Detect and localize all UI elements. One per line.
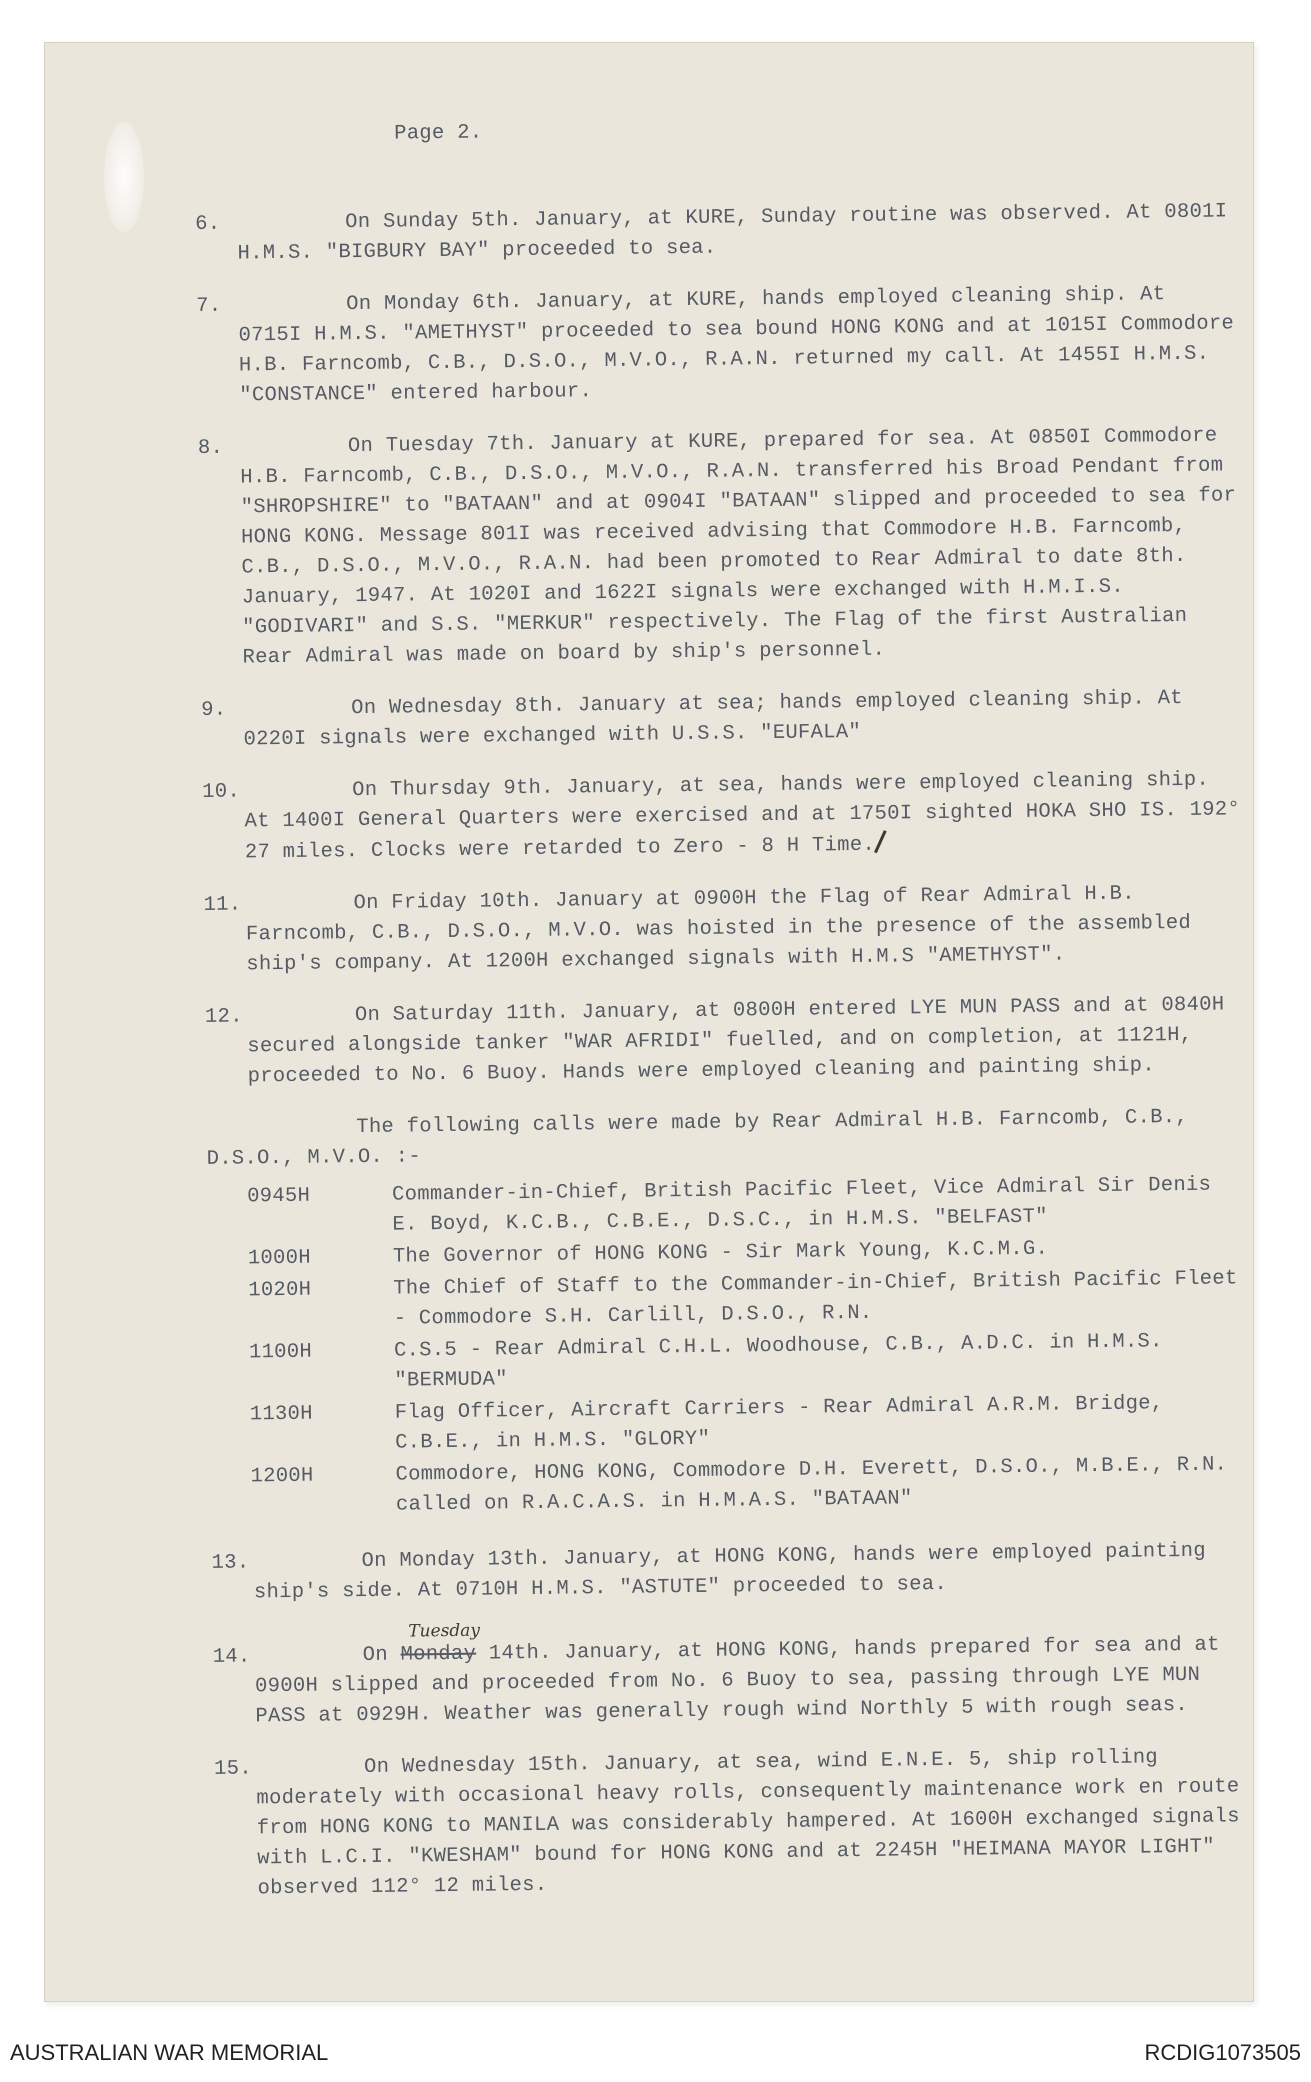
call-time: 1100H	[248, 1340, 313, 1365]
typed-text-block	[194, 109, 1256, 1927]
archive-footer-left: AUSTRALIAN WAR MEMORIAL	[10, 2040, 329, 2065]
paragraph-text: On Thursday 9th. January, at sea, hands were employed cleaning ship. At 1400I General Quarters were exercised and at 1750I sighted HOKA SHO IS. 192° 27 miles. Clocks were retarded to Zero - 8 H Time.	[244, 768, 1241, 865]
call-time: 1000H	[247, 1246, 312, 1271]
paragraph-number: 8.	[197, 436, 224, 460]
archive-footer-right: RCDIG1073505	[1144, 2040, 1301, 2065]
paragraph-number: 15.	[213, 1757, 253, 1781]
call-time: 0945H	[246, 1184, 311, 1209]
paragraph-prefix: On	[362, 1643, 389, 1668]
paragraph-number: 10.	[202, 780, 241, 804]
call-description: The Chief of Staff to the Commander-in-Chief, British Pacific Fleet - Commodore S.H. Carlill, D.S.O., R.N.	[393, 1267, 1238, 1331]
paragraph-number: 12.	[204, 1005, 243, 1029]
paragraph-text: On Wednesday 15th. January, at sea, wind E.N.E. 5, ship rolling moderately with occasional heavy rolls, consequently maintenance work en route from HONG KONG to MANILA was considerably hampered. At 1600H exchanged signals with L.C.I. "KWESHAM" bound for HONG KONG and at 2245H "HEIMANA MAYOR LIGHT" observed 112° 12 miles.	[256, 1746, 1240, 1901]
paragraph-text: On Sunday 5th. January, at KURE, Sunday routine was observed. At 0801I H.M.S. "BIGBURY BAY" proceeded to sea.	[237, 200, 1228, 266]
paragraph-10	[202, 765, 1243, 868]
calls-intro-text: The following calls were made by Rear Admiral H.B. Farncomb, C.B., D.S.O., M.V.O. :-	[206, 1105, 1189, 1171]
document-sheet	[44, 42, 1254, 2002]
paragraph-11	[203, 878, 1244, 980]
calls-list	[207, 1170, 1251, 1523]
call-row	[210, 1450, 1251, 1523]
struck-word: Monday	[400, 1642, 477, 1667]
paragraph-text: 14th. January, at HONG KONG, hands prepared for sea and at 0900H slipped and proceeded from No. 6 Buoy to sea, passing through LYE MUN PASS at 0929H. Weather was generally rough wind Northly 5 with rough seas.	[254, 1633, 1220, 1729]
paragraph-13	[211, 1536, 1252, 1608]
calls-intro	[206, 1102, 1247, 1175]
call-description: Commodore, HONG KONG, Commodore D.H. Everett, D.S.O., M.B.E., R.N. called on R.A.C.A.S. in H.M.A.S. "BATAAN"	[395, 1453, 1228, 1517]
paragraph-number: 6.	[195, 212, 221, 236]
paragraph-text: On Monday 6th. January, at KURE, hands employed cleaning ship. At 0715I H.M.S. "AMETHYST" proceeded to sea bound HONG KONG and at 1015I Commodore H.B. Farncomb, C.B., D.S.O., M.V.O., R.A.N. returned my call. At 1455I H.M.S. "CONSTANCE" entered harbour.	[238, 283, 1235, 408]
paragraph-9	[201, 683, 1242, 755]
paragraph-8	[197, 421, 1241, 673]
paragraph-text: On Wednesday 8th. January at sea; hands employed cleaning ship. At 0220I signals were exchanged with U.S.S. "EUFALA"	[243, 686, 1183, 752]
paragraph-number: 11.	[203, 893, 242, 917]
call-description: Commander-in-Chief, British Pacific Fleet, Vice Admiral Sir Denis E. Boyd, K.C.B., C.B.E., D.S.C., in H.M.S. "BELFAST"	[391, 1173, 1212, 1237]
paragraph-6	[195, 197, 1236, 269]
call-time: 1200H	[250, 1464, 314, 1489]
paragraph-14	[212, 1620, 1254, 1732]
paragraph-text: On Monday 13th. January, at HONG KONG, hands were employed painting ship's side. At 0710H H.M.S. "ASTUTE" proceeded to sea.	[253, 1539, 1207, 1605]
paragraph-text: On Friday 10th. January at 0900H the Flag of Rear Admiral H.B. Farncomb, C.B., D.S.O., M.V.O. was hoisted in the presence of the assembled ship's company. At 1200H exchanged signals with H.M.S "AMETHYST".	[245, 882, 1192, 977]
call-row	[207, 1170, 1248, 1243]
call-description: The Governor of HONG KONG - Sir Mark Young, K.C.M.G.	[392, 1237, 1049, 1269]
call-description: C.S.5 - Rear Admiral C.H.L. Woodhouse, C.B., A.D.C. in H.M.S. "BERMUDA"	[393, 1330, 1163, 1393]
paragraph-15	[213, 1742, 1256, 1904]
call-time: 1130H	[249, 1402, 313, 1427]
page-label: Page 2.	[394, 121, 483, 146]
handwritten-tick-mark	[874, 830, 887, 853]
call-description: Flag Officer, Aircraft Carriers - Rear Admiral A.R.M. Bridge, C.B.E., in H.M.S. "GLORY"	[394, 1392, 1164, 1455]
paragraph-number: 9.	[201, 698, 227, 722]
call-time: 1020H	[248, 1278, 312, 1303]
paragraph-number: 13.	[211, 1551, 250, 1575]
paragraph-number: 14.	[212, 1645, 251, 1669]
paragraph-12	[204, 990, 1246, 1092]
paragraph-7	[196, 279, 1237, 411]
call-row	[209, 1326, 1250, 1399]
call-row	[210, 1388, 1251, 1461]
paragraph-text: On Saturday 11th. January, at 0800H entered LYE MUN PASS and at 0840H secured alongside tanker "WAR AFRIDI" fuelled, and on completion, at 1121H, proceeded to No. 6 Buoy. Hands were employed cleaning and painting ship.	[247, 993, 1225, 1089]
paragraph-number: 7.	[196, 294, 222, 318]
handwritten-word: Tuesday	[408, 1620, 481, 1642]
paragraph-text: On Tuesday 7th. January at KURE, prepared for sea. At 0850I Commodore H.B. Farncomb, C.B., D.S.O., M.V.O., R.A.N. transferred his Broad Pendant from "SHROPSHIRE" to "BATAAN" and at 0904I "BATAAN" slipped and proceeded to sea for HONG KONG. Message 801I was received advising that Commodore H.B. Farncomb, C.B., D.S.O., M.V.O., R.A.N. had been promoted to Rear Admiral to date 8th. January, 1947. At 1020I and 1622I signals were exchanged with H.M.I.S. "GODIVARI" and S.S. "MERKUR" respectively. The Flag of the first Australian Rear Admiral was made on board by ship's personnel.	[240, 424, 1237, 670]
call-row	[208, 1264, 1249, 1337]
handwritten-correction	[400, 1620, 481, 1671]
